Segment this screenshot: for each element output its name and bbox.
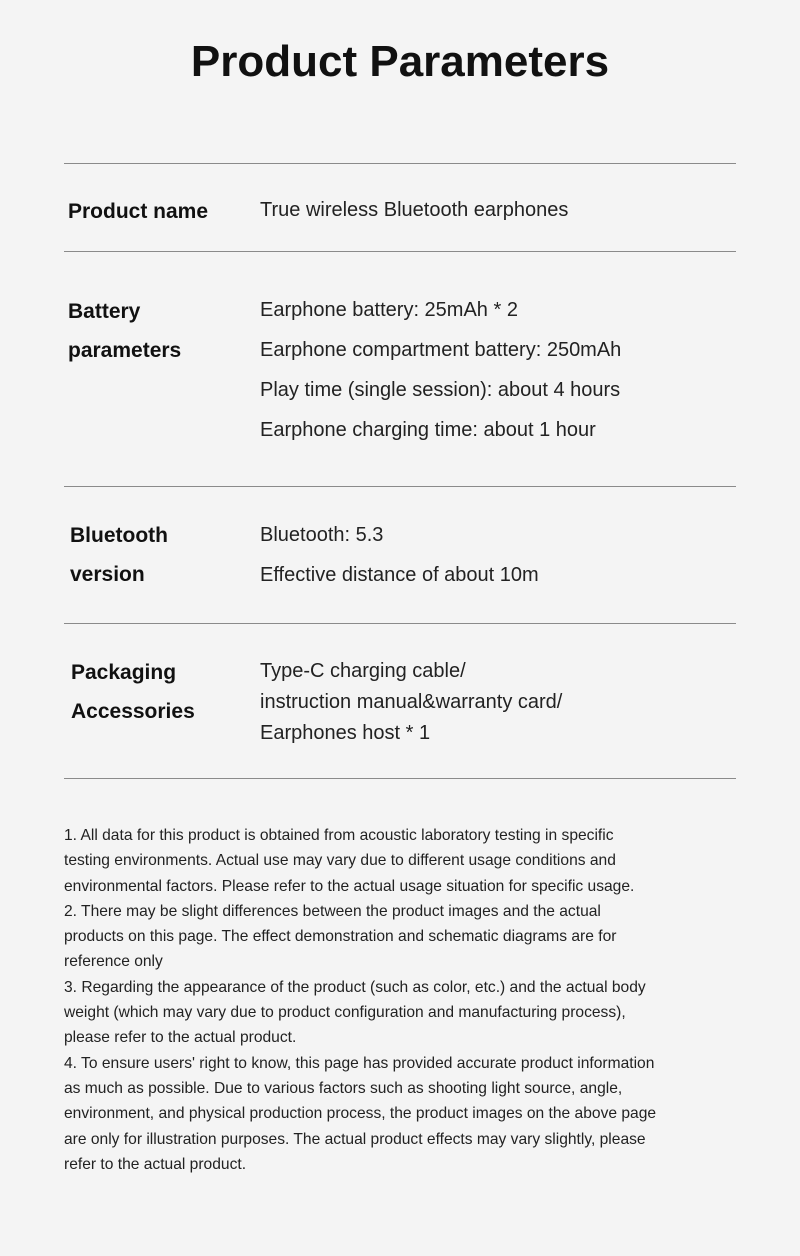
value-line: Type-C charging cable/ [260,660,466,682]
value-line: Earphone charging time: about 1 hour [260,419,596,441]
row-label-product-name [68,192,248,231]
row-label-battery-parameters [68,292,248,370]
note-line: testing environments. Actual use may vary due to different usage conditions and [64,852,616,870]
value-line: Effective distance of about 10m [260,564,539,586]
row-values-packaging-accessories [260,656,730,749]
row-label-bluetooth-version [70,516,250,594]
row-values-bluetooth-version [260,515,730,595]
label-line: parameters [68,339,182,362]
value-line: Earphone battery: 25mAh * 2 [260,299,518,321]
note-line: products on this page. The effect demonstration and schematic diagrams are for [64,928,617,946]
disclaimer-notes [64,823,744,1177]
label-line: Battery [68,300,141,323]
note-line: environmental factors. Please refer to the actual usage situation for specific usage. [64,877,635,895]
note-line: refer to the actual product. [64,1155,247,1173]
row-values-battery-parameters [260,290,730,450]
value-line: Play time (single session): about 4 hours [260,379,621,401]
table-divider [64,251,736,252]
note-line: are only for illustration purposes. The actual product effects may vary slightly, please [64,1130,646,1148]
label-line: Product name [68,200,209,223]
note-line: weight (which may vary due to product configuration and manufacturing process), [64,1004,626,1022]
note-line: 4. To ensure users' right to know, this page has provided accurate product information [64,1054,655,1072]
label-line: Packaging [71,661,177,684]
note-line: please refer to the actual product. [64,1029,297,1047]
table-divider [64,623,736,624]
note-line: 2. There may be slight differences between the product images and the actual [64,902,601,920]
table-divider [64,486,736,487]
row-label-packaging-accessories [71,653,251,731]
note-line: environment, and physical production process, the product images on the above page [64,1105,657,1123]
page-title: Product Parameters [190,37,610,86]
label-line: Bluetooth [70,524,168,547]
note-line: as much as possible. Due to various factors such as shooting light source, angle, [64,1079,623,1097]
value-line: True wireless Bluetooth earphones [260,199,569,221]
label-line: Accessories [71,700,195,723]
value-line: Earphone compartment battery: 250mAh [260,339,622,361]
table-divider-bottom [64,778,736,779]
note-line: reference only [64,953,163,971]
note-line: 1. All data for this product is obtained from acoustic laboratory testing in specific [64,827,614,844]
value-line: instruction manual&warranty card/ [260,691,563,713]
value-line: Bluetooth: 5.3 [260,524,384,546]
label-line: version [70,563,145,586]
value-line: Earphones host * 1 [260,722,431,744]
note-line: 3. Regarding the appearance of the product (such as color, etc.) and the actual body [64,978,646,996]
table-divider-top [64,163,736,164]
row-values-product-name [260,190,730,230]
